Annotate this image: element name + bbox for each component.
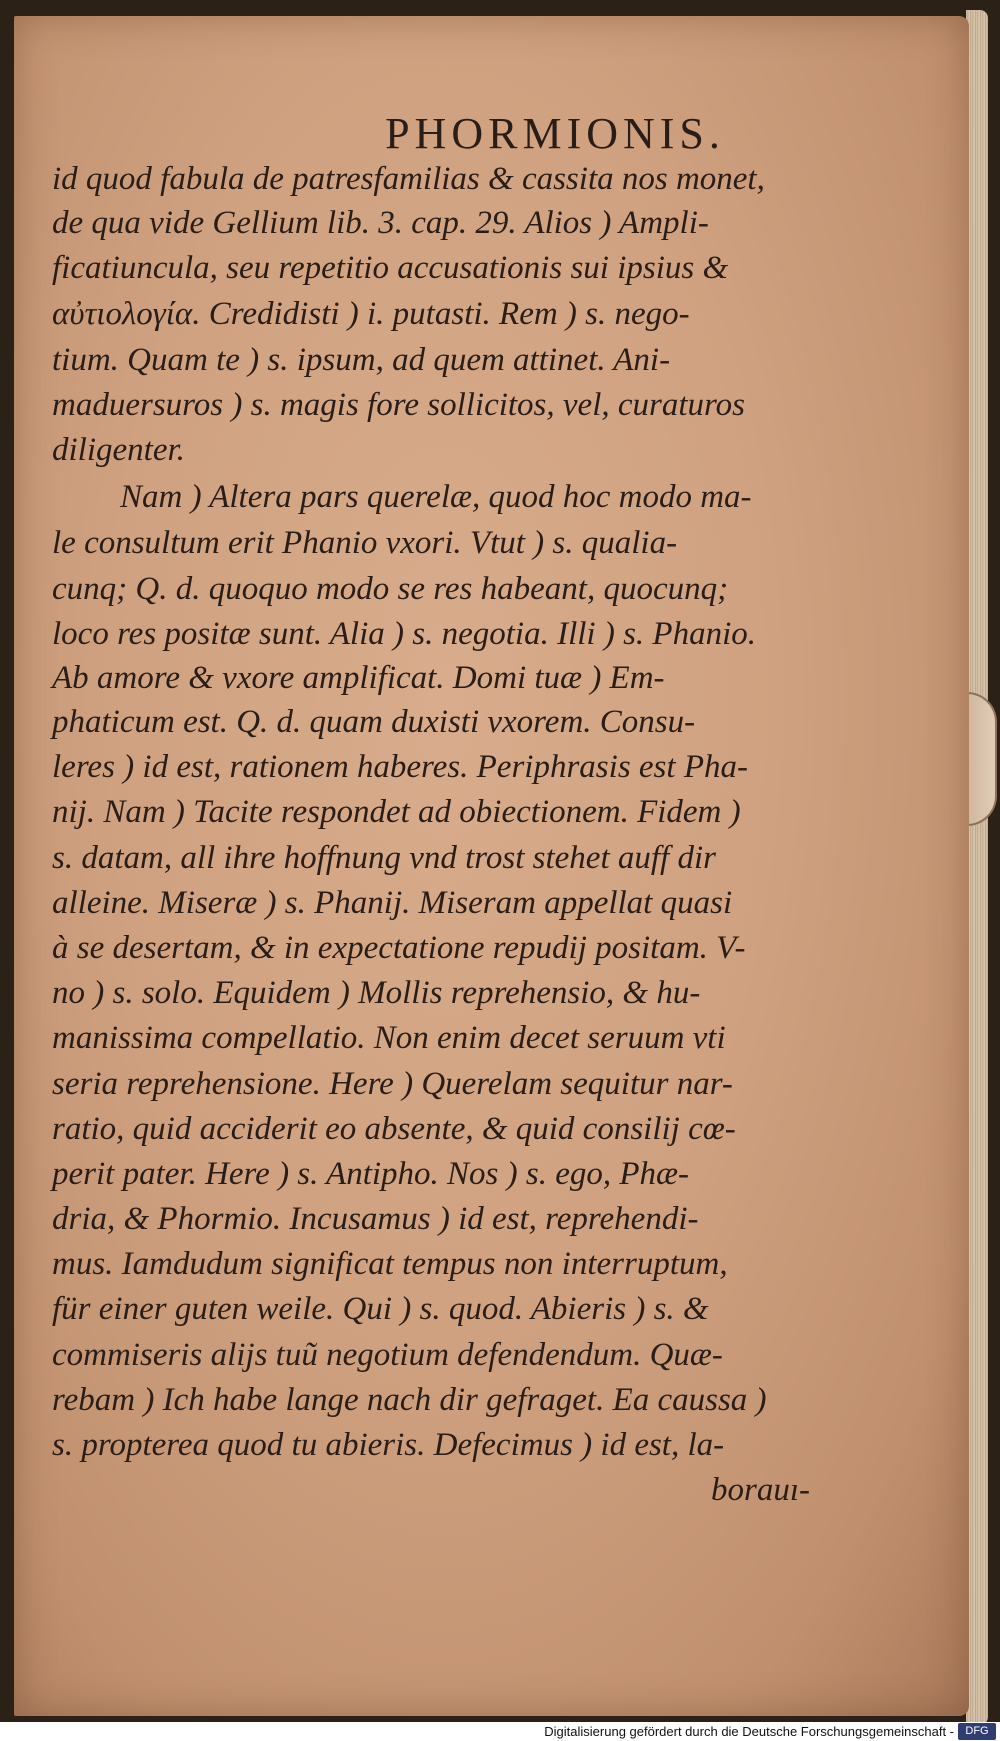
text-line: borauı- (711, 1472, 810, 1508)
text-line: phaticum est. Q. d. quam duxisti vxorem. Consu- (52, 704, 696, 740)
text-line: loco res positæ sunt. Alia ) s. negotia. Illi ) s. Phanio. (52, 616, 756, 652)
text-line: mus. Iamdudum significat tempus non interruptum, (52, 1246, 728, 1282)
text-line: rebam ) Ich habe lange nach dir gefraget. Ea caussa ) (52, 1382, 767, 1418)
text-line: αὐτιολογία. Credidisti ) i. putasti. Rem ) s. nego- (52, 296, 690, 332)
book-page-edges (966, 10, 988, 1725)
text-line: de qua vide Gellium lib. 3. cap. 29. Alios ) Ampli- (52, 205, 709, 241)
text-line: maduersuros ) s. magis fore sollicitos, vel, curaturos (52, 387, 745, 423)
text-line: alleine. Miseræ ) s. Phanij. Miseram appellat quasi (52, 885, 733, 921)
text-line: perit pater. Here ) s. Antipho. Nos ) s. ego, Phæ- (52, 1156, 690, 1192)
text-line: le consultum erit Phanio vxori. Vtut ) s. qualia- (52, 525, 678, 561)
text-line: tium. Quam te ) s. ipsum, ad quem attinet. Ani- (52, 342, 671, 378)
dfg-logo: DFG (958, 1723, 996, 1740)
text-line: commiseris alijs tuũ negotium defendendum. Quæ- (52, 1337, 723, 1373)
running-header: PHORMIONIS. (385, 109, 725, 158)
text-line: no ) s. solo. Equidem ) Mollis reprehensio, & hu- (52, 975, 701, 1011)
text-line: Nam ) Altera pars querelæ, quod hoc modo ma- (120, 479, 752, 515)
text-line: ratio, quid acciderit eo absente, & quid consilij cœ- (52, 1111, 736, 1147)
text-line: Ab amore & vxore amplificat. Domi tuæ ) Em- (52, 660, 665, 696)
text-line: seria reprehensione. Here ) Querelam sequitur nar- (52, 1066, 733, 1102)
text-line: ficatiuncula, seu repetitio accusationis sui ipsius & (52, 250, 729, 286)
digitization-credit-bar (0, 1722, 1000, 1741)
digitization-credit: Digitalisierung gefördert durch die Deutsche Forschungsgemeinschaft - (544, 1724, 954, 1739)
text-line: id quod fabula de patresfamilias & cassita nos monet, (52, 161, 765, 197)
text-line: s. datam, all ihre hoffnung vnd trost stehet auff dir (52, 840, 716, 876)
text-line: cunq; Q. d. quoquo modo se res habeant, quocunq; (52, 571, 729, 607)
text-line: nij. Nam ) Tacite respondet ad obiectionem. Fidem ) (52, 794, 741, 830)
text-line: manissima compellatio. Non enim decet seruum vti (52, 1020, 726, 1056)
text-line: diligenter. (52, 432, 185, 468)
text-line: für einer guten weile. Qui ) s. quod. Abieris ) s. & (52, 1291, 709, 1327)
text-line: dria, & Phormio. Incusamus ) id est, reprehendi- (52, 1201, 699, 1237)
text-line: à se desertam, & in expectatione repudij positam. V- (52, 930, 746, 966)
text-line: leres ) id est, rationem haberes. Periphrasis est Pha- (52, 749, 748, 785)
text-line: s. propterea quod tu abieris. Defecimus ) id est, la- (52, 1427, 725, 1463)
